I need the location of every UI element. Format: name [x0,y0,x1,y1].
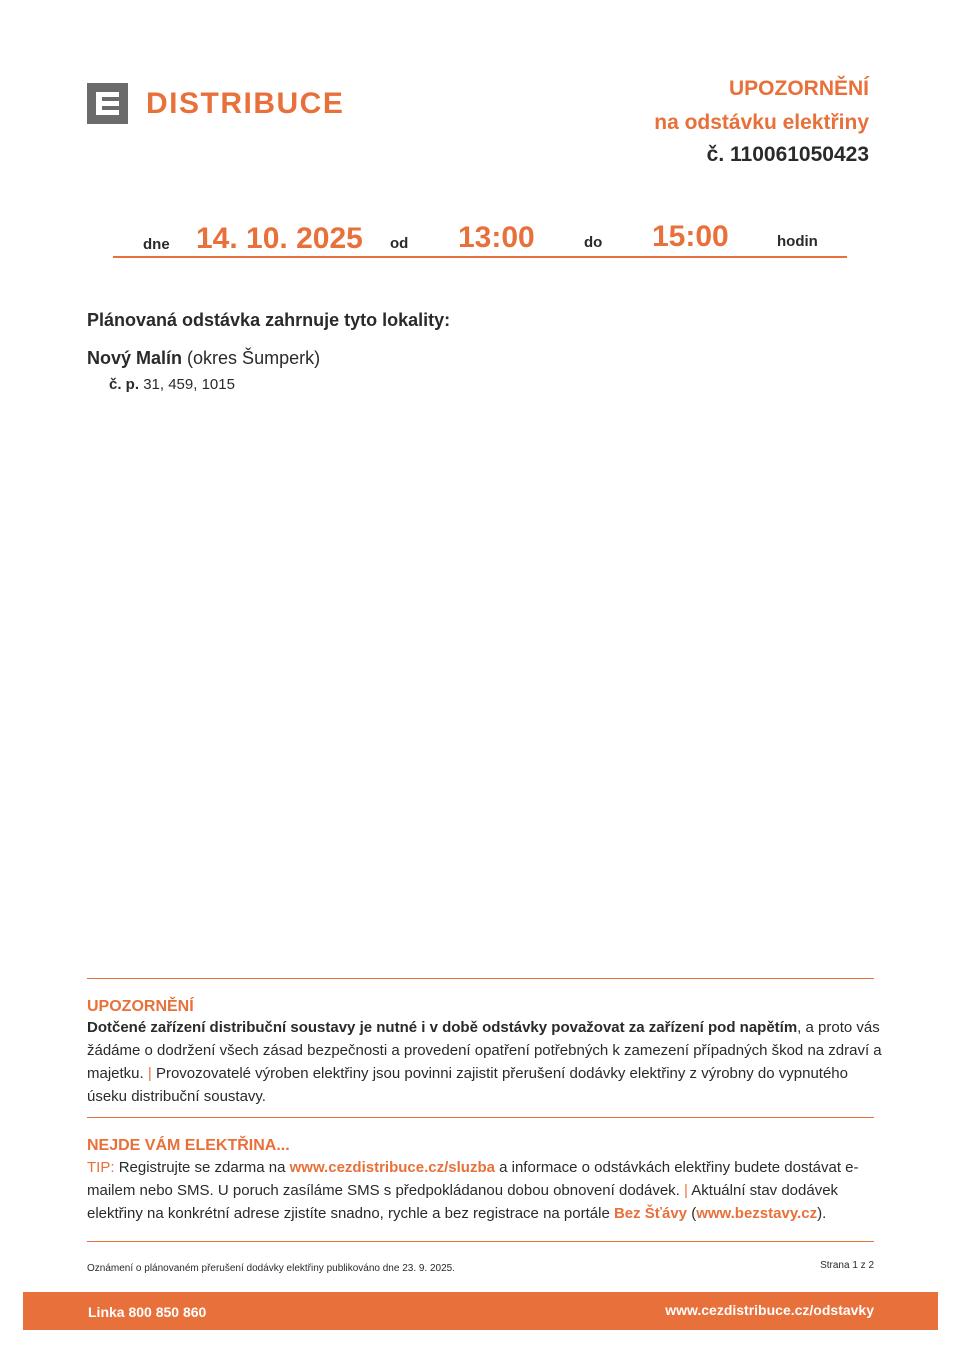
paren-open: ( [691,1205,697,1222]
warning-bold-text: Dotčené zařízení distribuční soustavy je nutné i v době odstávky považovat za zařízení pod napětím [87,1019,798,1036]
to-label: do [584,234,603,251]
warning-text [87,1016,887,1108]
warning-text-part1: , a proto vás žádáme o dodržení všech zásad bezpečnosti a provedení opatření potřebných k zamezení případných škod na zdraví a majetku. [87,1019,882,1082]
outage-end-time: 15:00 [652,220,729,253]
date-label: dne [143,236,170,253]
notice-number: č. 110061050423 [706,143,869,166]
page-number: Strana 1 z 2 [820,1260,874,1271]
footer-url-link[interactable]: www.cezdistribuce.cz/odstavky [665,1302,874,1318]
company-logo [87,83,344,124]
separator: | [147,1065,152,1082]
location-addresses [109,376,235,393]
notice-title: UPOZORNĚNÍ [728,77,869,100]
warning-text-part2: Provozovatelé výroben elektřiny jsou povinni zajistit přerušení dodávky elektřiny z výrobny do vypnutého úseku distribuční soustavy. [87,1065,848,1105]
address-numbers: 31, 459, 1015 [143,376,235,393]
locations-heading: Plánovaná odstávka zahrnuje tyto lokality: [87,310,451,330]
from-label: od [390,235,409,252]
location-district: (okres Šumperk) [187,348,321,368]
publication-note: Oznámení o plánovaném přerušení dodávky elektřiny publikováno dne 23. 9. 2025. [87,1263,456,1274]
divider [87,1241,874,1242]
tip-text-part2: a informace o odstávkách elektřiny budete dostávat e-mailem nebo SMS. U poruch zasíláme SMS s předpokládanou dobou obnovení dodávek. [87,1159,859,1199]
divider [87,1117,874,1118]
outage-start-time: 13:00 [458,221,535,254]
location-place: Nový Malín [87,348,183,368]
logo-text: DISTRIBUCE [146,86,345,120]
hours-label: hodin [777,233,818,250]
paren-close: ). [817,1205,827,1222]
tip-text [87,1156,887,1225]
outage-schedule [113,218,847,258]
registration-link[interactable]: www.cezdistribuce.cz/sluzba [289,1159,495,1176]
tip-label: TIP: [87,1159,115,1176]
warning-title: UPOZORNĚNÍ [87,998,194,1015]
hotline-number[interactable]: Linka 800 850 860 [88,1304,207,1320]
location-item [87,348,320,369]
outage-date: 14. 10. 2025 [196,222,363,255]
footer-bar [23,1292,938,1330]
divider [87,978,874,979]
portal-name: Bez Šťávy [613,1205,688,1222]
tip-text-part3: Aktuální stav dodávek elektřiny na konkrétní adrese zjistíte snadno, rychle a bez registrace na portále [87,1182,839,1222]
address-label: č. p. [109,376,140,393]
tip-text-part1: Registrujte se zdarma na [118,1159,286,1176]
cez-logo-icon [87,83,128,124]
separator: | [684,1182,688,1199]
portal-link[interactable]: www.bezstavy.cz [696,1205,818,1222]
notice-subtitle: na odstávku elektřiny [654,111,869,134]
tip-title: NEJDE VÁM ELEKTŘINA... [87,1137,290,1154]
